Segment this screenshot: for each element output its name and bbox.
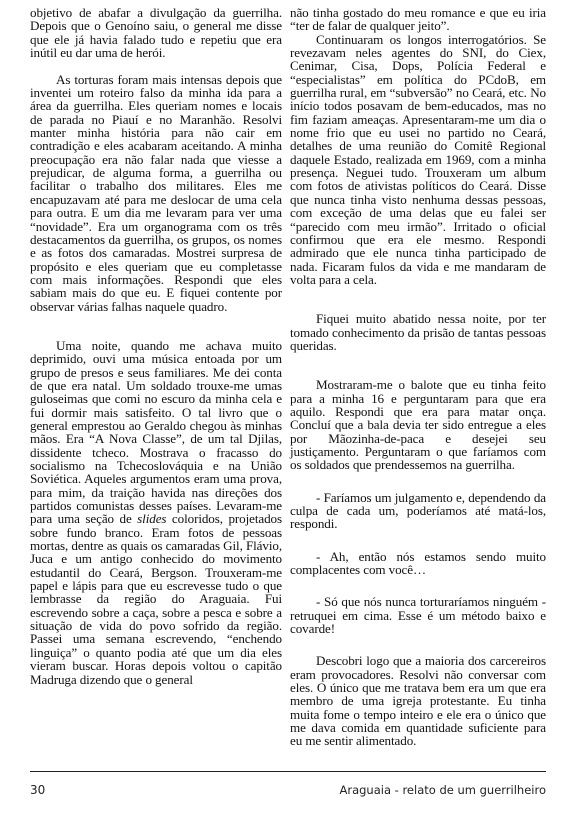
paragraph: objetivo de abafar a divulgação da guerrilha. Depois que o Genoíno saiu, o general me disse que ele já havia falado tudo e repetiu que era inútil eu dar uma de herói. [30,5,282,61]
paragraph: Fiquei muito abatido nessa noite, por ter tomado conhecimento da prisão de tantas pessoas queridas. [290,311,546,353]
running-footer-title: Araguaia - relato de um guerrilheiro [339,783,546,797]
paragraph: Uma noite, quando me achava muito deprimido, ouvi uma música entoada por um grupo de presos e seus familiares. Me dei conta de que era natal. Um soldado trouxe-me umas guloseimas que comi no escuro da minha cela e fui dormir mais satisfeito. O tal livro que o general emprestou ao Geraldo chegou às minhas mãos. Era “A Nova Classe”, de um tal Djilas, dissidente tcheco. Mostrava o fracasso do socialismo na Tchecoslováquia e na União Soviética. Aqueles argumentos eram uma prova, para mim, da traição havida nas direções dos partidos comunistas desses países. Levaram-me para uma seção de slides coloridos, projetados sobre fundo branco. Eram fotos de pessoas mortas, dentre as quais os camaradas Gil, Flávio, Juca e um antigo conhecido do movimento estudantil do Ceará, Bergson. Trouxeram-me papel e lápis para que eu escrevesse tudo o que lembrasse da região do Araguaia. Fui escrevendo sobre a caça, sobre a pesca e sobre a situação de vida do povo sofrido da região. Passei uma semana escrevendo, “enchendo linguiça” o quanto podia até que um dia eles vieram buscar. Horas depois voltou o capitão Madruga dizendo que o general [30,337,282,687]
text-column-left [30,6,282,686]
paragraph: Descobri logo que a maioria dos carcereiros eram provocadores. Resolvi não conversar com eles. O único que me tratava bem era um que era membro de uma igreja protestante. Eu tinha muita fome o tempo inteiro e ele era o único que me dava comida em quantidade suficiente para eu me sentir alimentado. [290,653,546,749]
dialogue-line: - Faríamos um julgamento e, dependendo da culpa de cada um, poderíamos até matá-los, respondi. [290,489,546,532]
footer-divider [30,771,546,772]
paragraph: As torturas foram mais intensas depois que inventei um roteiro falso da minha ida para a área da guerrilha. Eles queriam nomes e locais de parada no Piauí e no Maranhão. Resolvi manter minha história para não cair em contradição e eles acabaram aceitando. A minha preocupação era não falar nada que viesse a prejudicar, de alguma forma, a guerrilha ou facilitar o trabalho dos militares. Eles me encapuzavam até para me deslocar de uma cela para outra. E um dia me levaram para ver uma “novidade”. Era um organograma com os três destacamentos da guerrilha, os grupos, os nomes e as fotos dos camaradas. Mostrei surpresa de propósito e eles queriam que eu completasse com mais informações. Respondi que eles sabiam mais do que eu. E fiquei contente por observar várias falhas naquele quadro. [30,71,282,314]
page-number: 30 [30,783,46,797]
dialogue-line: - Ah, então nós estamos sendo muito complacentes com você… [290,548,546,578]
paragraph: Mostraram-me o balote que eu tinha feito para a minha 16 e perguntaram para que era aquilo. Respondi que era para matar onça. Concluí que a bala devia ter sido entregue a eles por Mãozinha-de-paca e desejei seu justiçamento. Perguntaram o que faríamos com os soldados que prendessemos na guerrilha. [290,377,546,473]
text-column-right [290,6,546,748]
paragraph: não tinha gostado do meu romance e que eu iria “ter de falar de qualquer jeito”. [290,5,546,34]
paragraph: Continuaram os longos interrogatórios. Se revezavam neles agentes do SNI, do Ciex, Cenimar, Cisa, Dops, Polícia Federal e “especialistas” em política do PCdoB, em guerrilha rural, em “subversão” no Ceará, etc. No início todos posavam de bem-educados, mas no fim faziam ameaças. Apresentaram-me um dia o nome frio que eu usei no partido no Ceará, detalhes de uma reunião do Comitê Regional daquele Estado, realizada em 1969, com a minha presença. Neguei tudo. Trouxeram um album com fotos de ativistas políticos do Ceará. Disse que nunca tinha visto nenhuma dessas pessoas, com exceção de uma delas que eu falei ser “parecido com meu irmão”. Irritado o oficial confirmou que era ele mesmo. Respondi admirado que ele nunca tinha participado de nada. Ficaram fulos da vida e me mandaram de volta para a cela. [290,31,546,287]
dialogue-line: - Só que nós nunca torturaríamos ninguém - retruquei em cima. Esse é um método baixo e covarde! [290,594,546,637]
